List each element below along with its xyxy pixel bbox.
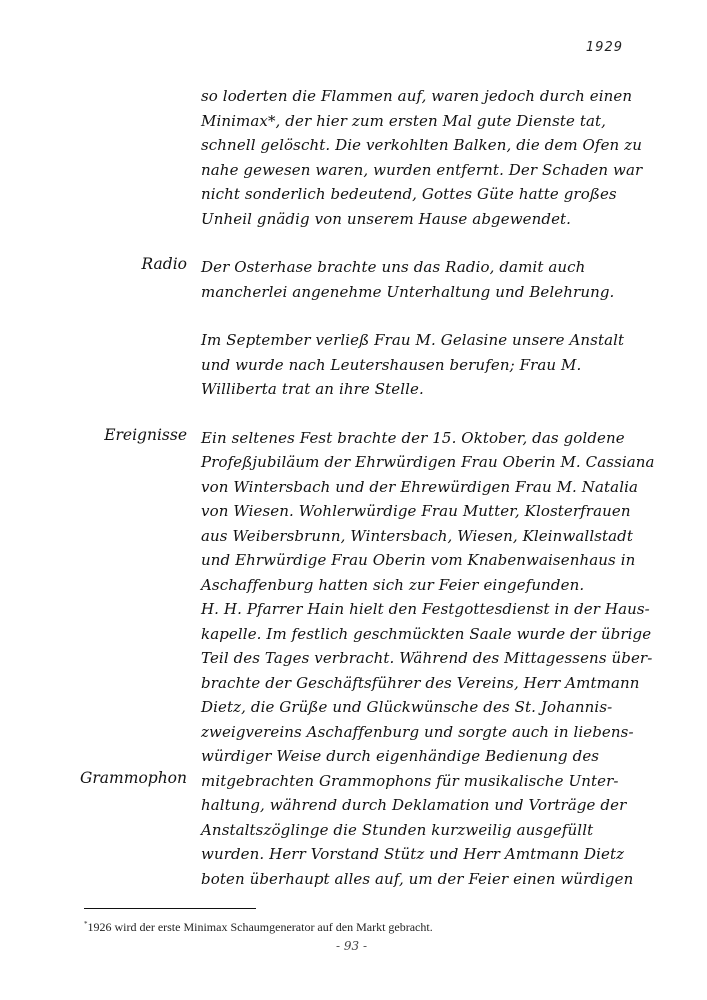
text-line: kapelle. Im festlich geschmückten Saale wurde der übrige bbox=[201, 624, 652, 643]
paragraph-grammophon bbox=[0, 769, 707, 892]
footnote-divider bbox=[84, 908, 256, 909]
text-line: mitgebrachten Grammophons für musikalische Unter- bbox=[201, 771, 619, 790]
document-body bbox=[0, 84, 707, 891]
page-number bbox=[0, 939, 707, 953]
text-line: Aschaffenburg hatten sich zur Feier eingefunden. bbox=[201, 575, 585, 594]
text-line: Williberta trat an ihre Stelle. bbox=[201, 380, 424, 398]
text-line: wurden. Herr Vorstand Stütz und Herr Amtmann Dietz bbox=[201, 845, 625, 863]
text-line: H. H. Pfarrer Hain hielt den Festgottesdienst in der Haus- bbox=[201, 600, 650, 618]
text-line: zweigvereins Aschaffenburg und sorgte auch in liebens- bbox=[201, 722, 634, 741]
text-line: von Wintersbach und der Ehrewürdigen Frau M. Natalia bbox=[201, 477, 639, 496]
text-line: Profeßjubiläum der Ehrwürdigen Frau Oberin M. Cassiana bbox=[201, 453, 655, 471]
footnote bbox=[84, 920, 433, 935]
text-line: würdiger Weise durch eigenhändige Bedienung des bbox=[201, 747, 600, 765]
margin-label-radio: Radio bbox=[141, 255, 187, 273]
text-line: und Ehrwürdige Frau Oberin vom Knabenwaisenhaus in bbox=[201, 551, 636, 569]
page-year-header: 1929 bbox=[585, 40, 623, 55]
paragraph-radio bbox=[0, 255, 707, 304]
text-line: von Wiesen. Wohlerwürdige Frau Mutter, Klosterfrauen bbox=[201, 502, 631, 520]
paragraph-ereignisse bbox=[0, 426, 707, 769]
text-line: so loderten die Flammen auf, waren jedoch durch einen bbox=[201, 87, 633, 105]
text-line: haltung, während durch Deklamation und Vorträge der bbox=[201, 796, 627, 814]
paragraph-text bbox=[201, 426, 655, 769]
text-line: mancherlei angenehme Unterhaltung und Belehrung. bbox=[201, 282, 615, 301]
text-line: Anstaltszöglinge die Stunden kurzweilig ausgefüllt bbox=[201, 820, 594, 839]
paragraph-fire bbox=[0, 84, 707, 231]
margin-label-ereignisse: Ereignisse bbox=[104, 425, 187, 444]
footnote-marker: * bbox=[84, 920, 88, 928]
text-line: Unheil gnädig von unserem Hause abgewendet. bbox=[201, 209, 572, 228]
paragraph-gap bbox=[0, 402, 707, 426]
text-line: und wurde nach Leutershausen berufen; Frau M. bbox=[201, 355, 582, 374]
page-number-text: - 93 - bbox=[335, 939, 367, 953]
paragraph-september bbox=[0, 328, 707, 402]
footnote-text: 1926 wird der erste Minimax Schaumgenerator auf den Markt gebracht. bbox=[87, 920, 433, 934]
paragraph-text bbox=[201, 255, 621, 304]
text-line: boten überhaupt alles auf, um der Feier einen würdigen bbox=[201, 869, 634, 888]
paragraph-text bbox=[201, 769, 634, 892]
paragraph-text bbox=[201, 84, 643, 231]
text-line: Minimax*, der hier zum ersten Mal gute Dienste tat, bbox=[201, 111, 607, 130]
text-line: Im September verließ Frau M. Gelasine unsere Anstalt bbox=[201, 331, 625, 349]
margin-label-grammophon: Grammophon bbox=[80, 768, 187, 787]
paragraph-text bbox=[201, 328, 625, 402]
text-line: Dietz, die Grüße und Glückwünsche des St. Johannis- bbox=[201, 698, 613, 716]
text-line: brachte der Geschäftsführer des Vereins, Herr Amtmann bbox=[201, 673, 640, 692]
paragraph-gap bbox=[0, 231, 707, 255]
text-line: Ein seltenes Fest brachte der 15. Oktober, das goldene bbox=[201, 428, 625, 447]
text-line: nicht sonderlich bedeutend, Gottes Güte hatte großes bbox=[201, 185, 617, 203]
paragraph-gap bbox=[0, 304, 707, 328]
text-line: Der Osterhase brachte uns das Radio, damit auch bbox=[201, 258, 586, 276]
text-line: aus Weibersbrunn, Wintersbach, Wiesen, Kleinwallstadt bbox=[201, 526, 634, 545]
text-line: schnell gelöscht. Die verkohlten Balken, die dem Ofen zu bbox=[201, 136, 642, 154]
text-line: nahe gewesen waren, wurden entfernt. Der Schaden war bbox=[201, 160, 643, 179]
text-line: Teil des Tages verbracht. Während des Mittagessens über- bbox=[201, 649, 653, 667]
